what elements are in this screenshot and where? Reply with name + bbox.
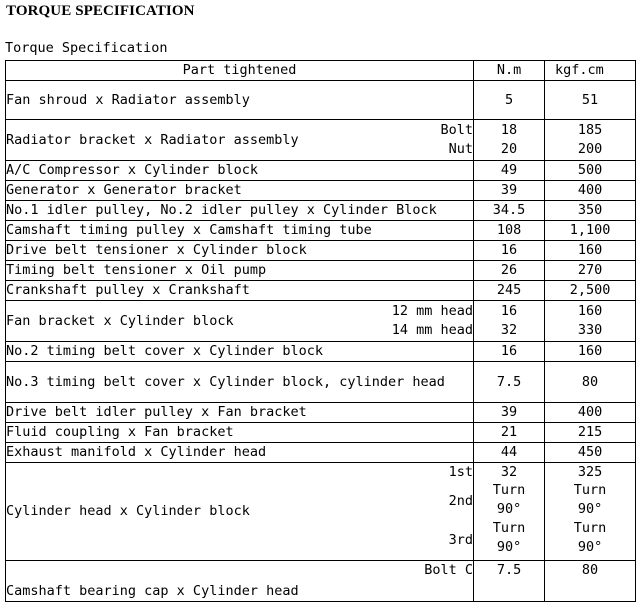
kgf-value: Turn bbox=[573, 482, 607, 498]
nm-value: 32 bbox=[500, 322, 518, 338]
nm-value: Turn bbox=[492, 520, 526, 536]
nm-value: Turn bbox=[492, 482, 526, 498]
kgf-value: 90° bbox=[577, 501, 603, 517]
part-cell: Generator x Generator bracket bbox=[6, 181, 438, 201]
part-cell: Drive belt idler pulley x Fan bracket bbox=[6, 403, 438, 423]
kgf-cell: 51 bbox=[545, 81, 636, 120]
qualifier-text: 2nd bbox=[448, 493, 474, 509]
table-row bbox=[6, 181, 636, 201]
qualifier-cell bbox=[438, 403, 474, 423]
qualifier-text: 14 mm head bbox=[391, 322, 474, 338]
kgf-value: 330 bbox=[577, 322, 603, 338]
kgf-value: 185 bbox=[577, 122, 603, 138]
part-cell: Timing belt tensioner x Oil pump bbox=[6, 261, 438, 281]
table-row bbox=[6, 161, 636, 181]
nm-cell bbox=[474, 561, 545, 602]
qualifier-cell bbox=[391, 301, 474, 342]
nm-cell: 49 bbox=[474, 161, 545, 181]
document-title: TORQUE SPECIFICATION bbox=[6, 3, 195, 19]
nm-cell: 7.5 bbox=[474, 362, 545, 403]
qualifier-cell bbox=[438, 120, 474, 161]
nm-cell: 5 bbox=[474, 81, 545, 120]
part-cell: Camshaft bearing cap x Cylinder head bbox=[6, 561, 438, 602]
qualifier-text: 1st bbox=[448, 464, 474, 480]
table-row bbox=[6, 301, 636, 342]
qualifier-text: Nut bbox=[448, 141, 474, 157]
qualifier-cell bbox=[438, 342, 474, 362]
header-part-tightened: Part tightened bbox=[6, 61, 474, 81]
part-cell: Crankshaft pulley x Crankshaft bbox=[6, 281, 438, 301]
header-nm: N.m bbox=[474, 61, 545, 81]
nm-cell: 39 bbox=[474, 403, 545, 423]
nm-cell: 245 bbox=[474, 281, 545, 301]
kgf-value: 160 bbox=[577, 303, 603, 319]
part-cell: A/C Compressor x Cylinder block bbox=[6, 161, 438, 181]
qualifier-cell bbox=[438, 181, 474, 201]
qualifier-text: 3rd bbox=[448, 532, 474, 548]
nm-value: 90° bbox=[496, 539, 522, 555]
nm-value: 32 bbox=[500, 464, 518, 480]
kgf-cell: 350 bbox=[545, 201, 636, 221]
kgf-cell bbox=[545, 561, 636, 602]
kgf-value: 200 bbox=[577, 141, 603, 157]
nm-cell bbox=[474, 463, 545, 561]
kgf-cell bbox=[545, 301, 636, 342]
nm-cell: 108 bbox=[474, 221, 545, 241]
part-cell: Cylinder head x Cylinder block bbox=[6, 463, 438, 561]
table-row bbox=[6, 281, 636, 301]
qualifier-cell bbox=[438, 201, 474, 221]
table-row bbox=[6, 443, 636, 463]
nm-cell bbox=[474, 301, 545, 342]
kgf-cell: 450 bbox=[545, 443, 636, 463]
table-row bbox=[6, 221, 636, 241]
kgf-value: 325 bbox=[577, 464, 603, 480]
torque-table bbox=[5, 60, 636, 602]
kgf-value: 80 bbox=[581, 562, 599, 578]
nm-cell: 44 bbox=[474, 443, 545, 463]
nm-value: 20 bbox=[500, 141, 518, 157]
part-cell: Fluid coupling x Fan bracket bbox=[6, 423, 438, 443]
table-caption: Torque Specification bbox=[5, 40, 168, 56]
table-row bbox=[6, 241, 636, 261]
table-row bbox=[6, 81, 636, 120]
qualifier-cell bbox=[438, 443, 474, 463]
kgf-cell: 215 bbox=[545, 423, 636, 443]
qualifier-cell bbox=[438, 81, 474, 120]
part-cell: Fan bracket x Cylinder block bbox=[6, 301, 438, 342]
table-row bbox=[6, 362, 636, 403]
qualifier-cell bbox=[438, 281, 474, 301]
qualifier-cell bbox=[438, 241, 474, 261]
part-cell: Exhaust manifold x Cylinder head bbox=[6, 443, 438, 463]
kgf-cell: 2,500 bbox=[545, 281, 636, 301]
kgf-value: 90° bbox=[577, 539, 603, 555]
part-cell: No.3 timing belt cover x Cylinder block, cylinder head bbox=[6, 362, 438, 403]
kgf-value: Turn bbox=[573, 520, 607, 536]
nm-cell: 34.5 bbox=[474, 201, 545, 221]
qualifier-cell bbox=[438, 423, 474, 443]
nm-value: 90° bbox=[496, 501, 522, 517]
kgf-cell: 160 bbox=[545, 241, 636, 261]
qualifier-text: Bolt C bbox=[424, 562, 474, 578]
part-cell: No.1 idler pulley, No.2 idler pulley x Cylinder Block bbox=[6, 201, 438, 221]
part-cell: Drive belt tensioner x Cylinder block bbox=[6, 241, 438, 261]
kgf-cell: 160 bbox=[545, 342, 636, 362]
kgf-cell: 500 bbox=[545, 161, 636, 181]
qualifier-cell bbox=[438, 221, 474, 241]
part-cell: Fan shroud x Radiator assembly bbox=[6, 81, 438, 120]
qualifier-text: Bolt bbox=[440, 122, 474, 138]
kgf-cell: 400 bbox=[545, 403, 636, 423]
table-header-row bbox=[6, 61, 636, 81]
nm-value: 7.5 bbox=[496, 562, 522, 578]
part-cell: Radiator bracket x Radiator assembly bbox=[6, 120, 438, 161]
nm-value: 16 bbox=[500, 303, 518, 319]
nm-cell: 16 bbox=[474, 342, 545, 362]
kgf-cell: 400 bbox=[545, 181, 636, 201]
kgf-cell: 270 bbox=[545, 261, 636, 281]
qualifier-text: 12 mm head bbox=[391, 303, 474, 319]
kgf-cell bbox=[545, 120, 636, 161]
nm-value: 18 bbox=[500, 122, 518, 138]
header-kgf-cm: kgf.cm bbox=[545, 61, 636, 81]
table-row bbox=[6, 561, 636, 602]
part-cell: Camshaft timing pulley x Camshaft timing tube bbox=[6, 221, 438, 241]
table-row bbox=[6, 403, 636, 423]
table-row bbox=[6, 201, 636, 221]
table-row bbox=[6, 463, 636, 561]
nm-cell: 26 bbox=[474, 261, 545, 281]
nm-cell: 16 bbox=[474, 241, 545, 261]
nm-cell bbox=[474, 120, 545, 161]
qualifier-cell bbox=[438, 161, 474, 181]
table-row bbox=[6, 261, 636, 281]
part-cell: No.2 timing belt cover x Cylinder block bbox=[6, 342, 438, 362]
nm-cell: 21 bbox=[474, 423, 545, 443]
qualifier-cell bbox=[438, 463, 474, 561]
kgf-cell bbox=[545, 463, 636, 561]
qualifier-cell bbox=[424, 561, 474, 602]
qualifier-cell bbox=[438, 261, 474, 281]
nm-cell: 39 bbox=[474, 181, 545, 201]
kgf-cell: 1,100 bbox=[545, 221, 636, 241]
table-row bbox=[6, 342, 636, 362]
table-row bbox=[6, 423, 636, 443]
kgf-cell: 80 bbox=[545, 362, 636, 403]
table-row bbox=[6, 120, 636, 161]
